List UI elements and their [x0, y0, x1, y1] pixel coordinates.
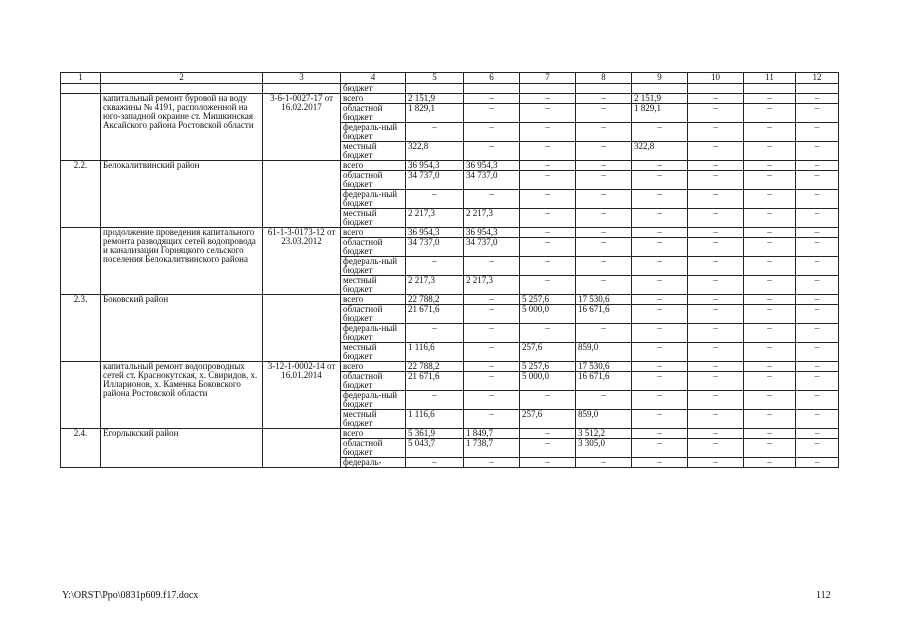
value-cell: – — [576, 104, 632, 123]
table-cell — [632, 84, 688, 94]
object-name: продолжение проведения капитального ремонта разводящих сетей водопровода и канализации Горняцкого сельского поселения Белокалитвинского района — [101, 228, 263, 295]
value-cell: – — [406, 324, 464, 343]
value-cell: 36 954,3 — [464, 228, 520, 238]
value-cell: – — [796, 458, 839, 468]
value-cell: – — [520, 104, 576, 123]
value-cell: – — [464, 94, 520, 104]
value-cell: – — [406, 458, 464, 468]
value-cell: – — [744, 439, 796, 458]
budget-type: местный бюджет — [341, 276, 406, 295]
value-cell: 5 361,9 — [406, 429, 464, 439]
value-cell: – — [796, 94, 839, 104]
table-cell — [61, 84, 101, 94]
value-cell: 5 257,6 — [520, 362, 576, 372]
value-cell: – — [744, 209, 796, 228]
value-cell: – — [406, 123, 464, 142]
value-cell: – — [796, 439, 839, 458]
value-cell: 5 257,6 — [520, 295, 576, 305]
value-cell: – — [632, 362, 688, 372]
value-cell: 2 151,9 — [632, 94, 688, 104]
value-cell: – — [688, 362, 744, 372]
value-cell: – — [632, 305, 688, 324]
value-cell: – — [576, 171, 632, 190]
page-number: 112 — [816, 590, 831, 601]
value-cell: – — [576, 324, 632, 343]
value-cell: – — [576, 94, 632, 104]
value-cell: 34 737,0 — [464, 238, 520, 257]
row-number: 2.2. — [61, 161, 101, 228]
table-cell — [263, 84, 341, 94]
value-cell: – — [632, 343, 688, 362]
value-cell: – — [688, 238, 744, 257]
value-cell: 21 671,6 — [406, 372, 464, 391]
value-cell: – — [520, 439, 576, 458]
value-cell: – — [632, 410, 688, 429]
object-code — [263, 295, 341, 362]
value-cell: – — [744, 228, 796, 238]
header-row — [61, 73, 839, 84]
value-cell: – — [688, 439, 744, 458]
budget-type: всего — [341, 228, 406, 238]
value-cell: – — [520, 228, 576, 238]
value-cell: – — [744, 161, 796, 171]
value-cell: – — [744, 238, 796, 257]
value-cell: – — [576, 391, 632, 410]
value-cell: 2 217,3 — [406, 209, 464, 228]
value-cell: – — [744, 104, 796, 123]
value-cell: – — [796, 295, 839, 305]
value-cell: 1 116,6 — [406, 410, 464, 429]
budget-type: областной бюджет — [341, 171, 406, 190]
value-cell: – — [520, 171, 576, 190]
value-cell: – — [632, 238, 688, 257]
value-cell: – — [744, 458, 796, 468]
row-number — [61, 228, 101, 295]
budget-type: областной бюджет — [341, 104, 406, 123]
value-cell: – — [796, 209, 839, 228]
value-cell: – — [744, 276, 796, 295]
value-cell: 859,0 — [576, 343, 632, 362]
table-cell — [101, 84, 263, 94]
program-table — [60, 72, 839, 468]
table-cell — [520, 84, 576, 94]
object-name: капитальный ремонт буровой на воду скважины № 4191, расположенной на юго-западной окраине ст. Мишкинская Аксайского района Ростовской области — [101, 94, 263, 161]
value-cell: 16 671,6 — [576, 305, 632, 324]
value-cell: – — [520, 161, 576, 171]
value-cell: – — [744, 362, 796, 372]
value-cell: 5 000,0 — [520, 305, 576, 324]
object-code: 3-12-1-0002-14 от 16.01.2014 — [263, 362, 341, 429]
value-cell: – — [520, 123, 576, 142]
value-cell: – — [520, 190, 576, 209]
budget-type: областной бюджет — [341, 439, 406, 458]
value-cell: – — [796, 372, 839, 391]
row-number — [61, 94, 101, 161]
value-cell: – — [406, 391, 464, 410]
table-cell: бюджет — [341, 84, 406, 94]
value-cell: 34 737,0 — [406, 171, 464, 190]
table-row — [61, 84, 839, 94]
value-cell: – — [576, 238, 632, 257]
value-cell: – — [464, 343, 520, 362]
value-cell: – — [744, 305, 796, 324]
value-cell: – — [744, 123, 796, 142]
col-header: 12 — [796, 73, 839, 84]
value-cell: – — [688, 257, 744, 276]
table-row — [61, 362, 839, 372]
value-cell: – — [796, 161, 839, 171]
value-cell: 21 671,6 — [406, 305, 464, 324]
value-cell: – — [744, 94, 796, 104]
table-row — [61, 295, 839, 305]
col-header: 6 — [464, 73, 520, 84]
budget-type: федераль-ный бюджет — [341, 190, 406, 209]
value-cell: – — [520, 429, 576, 439]
budget-type: областной бюджет — [341, 238, 406, 257]
value-cell: – — [796, 104, 839, 123]
value-cell: – — [632, 276, 688, 295]
value-cell: – — [632, 372, 688, 391]
budget-type: областной бюджет — [341, 372, 406, 391]
value-cell: – — [744, 142, 796, 161]
value-cell: 17 530,6 — [576, 362, 632, 372]
row-number — [61, 362, 101, 429]
object-code — [263, 161, 341, 228]
budget-type: всего — [341, 94, 406, 104]
value-cell: – — [464, 410, 520, 429]
value-cell: – — [744, 391, 796, 410]
value-cell: 322,8 — [632, 142, 688, 161]
col-header: 8 — [576, 73, 632, 84]
value-cell: 3 305,0 — [576, 439, 632, 458]
table-row — [61, 94, 839, 104]
budget-type: федераль-ный бюджет — [341, 324, 406, 343]
value-cell: – — [520, 276, 576, 295]
value-cell: – — [632, 295, 688, 305]
value-cell: – — [796, 190, 839, 209]
value-cell: – — [796, 238, 839, 257]
value-cell: – — [464, 324, 520, 343]
value-cell: – — [632, 123, 688, 142]
value-cell: – — [520, 94, 576, 104]
value-cell: – — [632, 439, 688, 458]
col-header: 11 — [744, 73, 796, 84]
table-row — [61, 161, 839, 171]
value-cell: – — [576, 257, 632, 276]
value-cell: – — [632, 161, 688, 171]
value-cell: – — [688, 305, 744, 324]
value-cell: – — [688, 276, 744, 295]
value-cell: 2 151,9 — [406, 94, 464, 104]
value-cell: – — [632, 190, 688, 209]
col-header: 4 — [341, 73, 406, 84]
col-header: 9 — [632, 73, 688, 84]
value-cell: – — [796, 171, 839, 190]
value-cell: – — [520, 209, 576, 228]
value-cell: – — [688, 142, 744, 161]
value-cell: – — [744, 343, 796, 362]
value-cell: – — [796, 410, 839, 429]
value-cell: – — [520, 257, 576, 276]
value-cell: – — [688, 94, 744, 104]
value-cell: – — [796, 362, 839, 372]
value-cell: – — [520, 238, 576, 257]
value-cell: – — [688, 458, 744, 468]
col-header: 5 — [406, 73, 464, 84]
value-cell: – — [632, 257, 688, 276]
value-cell: – — [744, 171, 796, 190]
value-cell: – — [744, 324, 796, 343]
budget-type: местный бюджет — [341, 209, 406, 228]
value-cell: – — [688, 171, 744, 190]
col-header: 10 — [688, 73, 744, 84]
value-cell: – — [520, 142, 576, 161]
value-cell: – — [688, 190, 744, 209]
value-cell: – — [744, 429, 796, 439]
value-cell: 5 000,0 — [520, 372, 576, 391]
value-cell: – — [632, 391, 688, 410]
value-cell: – — [632, 429, 688, 439]
value-cell: 1 116,6 — [406, 343, 464, 362]
object-code: 61-1-3-0173-12 от 23.03.2012 — [263, 228, 341, 295]
value-cell: – — [464, 362, 520, 372]
col-header: 2 — [101, 73, 263, 84]
value-cell: 3 512,2 — [576, 429, 632, 439]
value-cell: – — [464, 305, 520, 324]
value-cell: 22 788,2 — [406, 295, 464, 305]
budget-type: всего — [341, 429, 406, 439]
value-cell: – — [744, 190, 796, 209]
value-cell: – — [744, 257, 796, 276]
value-cell: 22 788,2 — [406, 362, 464, 372]
value-cell: – — [576, 161, 632, 171]
row-number: 2.4. — [61, 429, 101, 468]
value-cell: – — [744, 410, 796, 429]
budget-type: федераль- — [341, 458, 406, 468]
value-cell: – — [688, 104, 744, 123]
object-name: Боковский район — [101, 295, 263, 362]
value-cell: – — [520, 458, 576, 468]
value-cell: – — [744, 372, 796, 391]
object-name: капитальный ремонт водопроводных сетей ст. Краснокутская, х. Свиридов, х. Илларионов, х. Каменка Боковского района Ростовской области — [101, 362, 263, 429]
value-cell: – — [520, 324, 576, 343]
budget-type: местный бюджет — [341, 410, 406, 429]
value-cell: – — [632, 209, 688, 228]
value-cell: – — [576, 123, 632, 142]
value-cell: – — [796, 305, 839, 324]
value-cell: – — [688, 209, 744, 228]
value-cell: 17 530,6 — [576, 295, 632, 305]
value-cell: 1 829,1 — [632, 104, 688, 123]
value-cell: 1 849,7 — [464, 429, 520, 439]
budget-type: местный бюджет — [341, 142, 406, 161]
value-cell: – — [464, 458, 520, 468]
value-cell: – — [464, 123, 520, 142]
value-cell: – — [688, 324, 744, 343]
table-row — [61, 429, 839, 439]
value-cell: – — [688, 410, 744, 429]
budget-type: федераль-ный бюджет — [341, 391, 406, 410]
value-cell: 859,0 — [576, 410, 632, 429]
value-cell: 36 954,3 — [464, 161, 520, 171]
budget-type: всего — [341, 362, 406, 372]
value-cell: 34 737,0 — [464, 171, 520, 190]
table-cell — [464, 84, 520, 94]
budget-type: всего — [341, 295, 406, 305]
value-cell: 1 829,1 — [406, 104, 464, 123]
value-cell: – — [464, 372, 520, 391]
object-name: Белокалитвинский район — [101, 161, 263, 228]
col-header: 3 — [263, 73, 341, 84]
table-cell — [406, 84, 464, 94]
value-cell: – — [632, 228, 688, 238]
budget-type: федераль-ный бюджет — [341, 257, 406, 276]
value-cell: – — [464, 257, 520, 276]
value-cell: 16 671,6 — [576, 372, 632, 391]
table-cell — [796, 84, 839, 94]
value-cell: – — [406, 190, 464, 209]
value-cell: – — [464, 391, 520, 410]
col-header: 1 — [61, 73, 101, 84]
budget-type: местный бюджет — [341, 343, 406, 362]
value-cell: – — [688, 228, 744, 238]
value-cell: – — [688, 429, 744, 439]
row-number: 2.3. — [61, 295, 101, 362]
value-cell: – — [632, 458, 688, 468]
value-cell: 2 217,3 — [464, 209, 520, 228]
value-cell: – — [796, 391, 839, 410]
budget-type: областной бюджет — [341, 305, 406, 324]
value-cell: – — [688, 391, 744, 410]
value-cell: – — [576, 458, 632, 468]
value-cell: – — [744, 295, 796, 305]
budget-type: всего — [341, 161, 406, 171]
value-cell: – — [688, 343, 744, 362]
value-cell: – — [632, 171, 688, 190]
value-cell: – — [796, 257, 839, 276]
value-cell: – — [632, 324, 688, 343]
budget-type: федераль-ный бюджет — [341, 123, 406, 142]
value-cell: – — [796, 429, 839, 439]
value-cell: – — [576, 190, 632, 209]
value-cell: – — [576, 276, 632, 295]
value-cell: – — [796, 276, 839, 295]
value-cell: – — [688, 295, 744, 305]
value-cell: 36 954,3 — [406, 161, 464, 171]
table-row — [61, 228, 839, 238]
value-cell: – — [796, 123, 839, 142]
object-code: 3-6-1-0027-17 от 16.02.2017 — [263, 94, 341, 161]
value-cell: – — [576, 142, 632, 161]
value-cell: – — [464, 104, 520, 123]
value-cell: – — [688, 123, 744, 142]
value-cell: 322,8 — [406, 142, 464, 161]
value-cell: – — [796, 324, 839, 343]
value-cell: – — [576, 228, 632, 238]
value-cell: – — [796, 142, 839, 161]
value-cell: 2 217,3 — [406, 276, 464, 295]
value-cell: – — [406, 257, 464, 276]
value-cell: – — [796, 228, 839, 238]
value-cell: 34 737,0 — [406, 238, 464, 257]
value-cell: 36 954,3 — [406, 228, 464, 238]
value-cell: 1 738,7 — [464, 439, 520, 458]
value-cell: 5 043,7 — [406, 439, 464, 458]
value-cell: 257,6 — [520, 343, 576, 362]
object-code — [263, 429, 341, 468]
value-cell: – — [688, 372, 744, 391]
object-name: Егорлыкский район — [101, 429, 263, 468]
table-cell — [576, 84, 632, 94]
value-cell: – — [688, 161, 744, 171]
table-cell — [688, 84, 744, 94]
value-cell: – — [520, 391, 576, 410]
file-path: Y:\ORST\Ppo\0831p609.f17.docx — [62, 590, 199, 601]
value-cell: – — [464, 190, 520, 209]
col-header: 7 — [520, 73, 576, 84]
value-cell: – — [796, 343, 839, 362]
value-cell: – — [576, 209, 632, 228]
value-cell: 2 217,3 — [464, 276, 520, 295]
value-cell: – — [464, 295, 520, 305]
table-cell — [744, 84, 796, 94]
value-cell: 257,6 — [520, 410, 576, 429]
value-cell: – — [464, 142, 520, 161]
